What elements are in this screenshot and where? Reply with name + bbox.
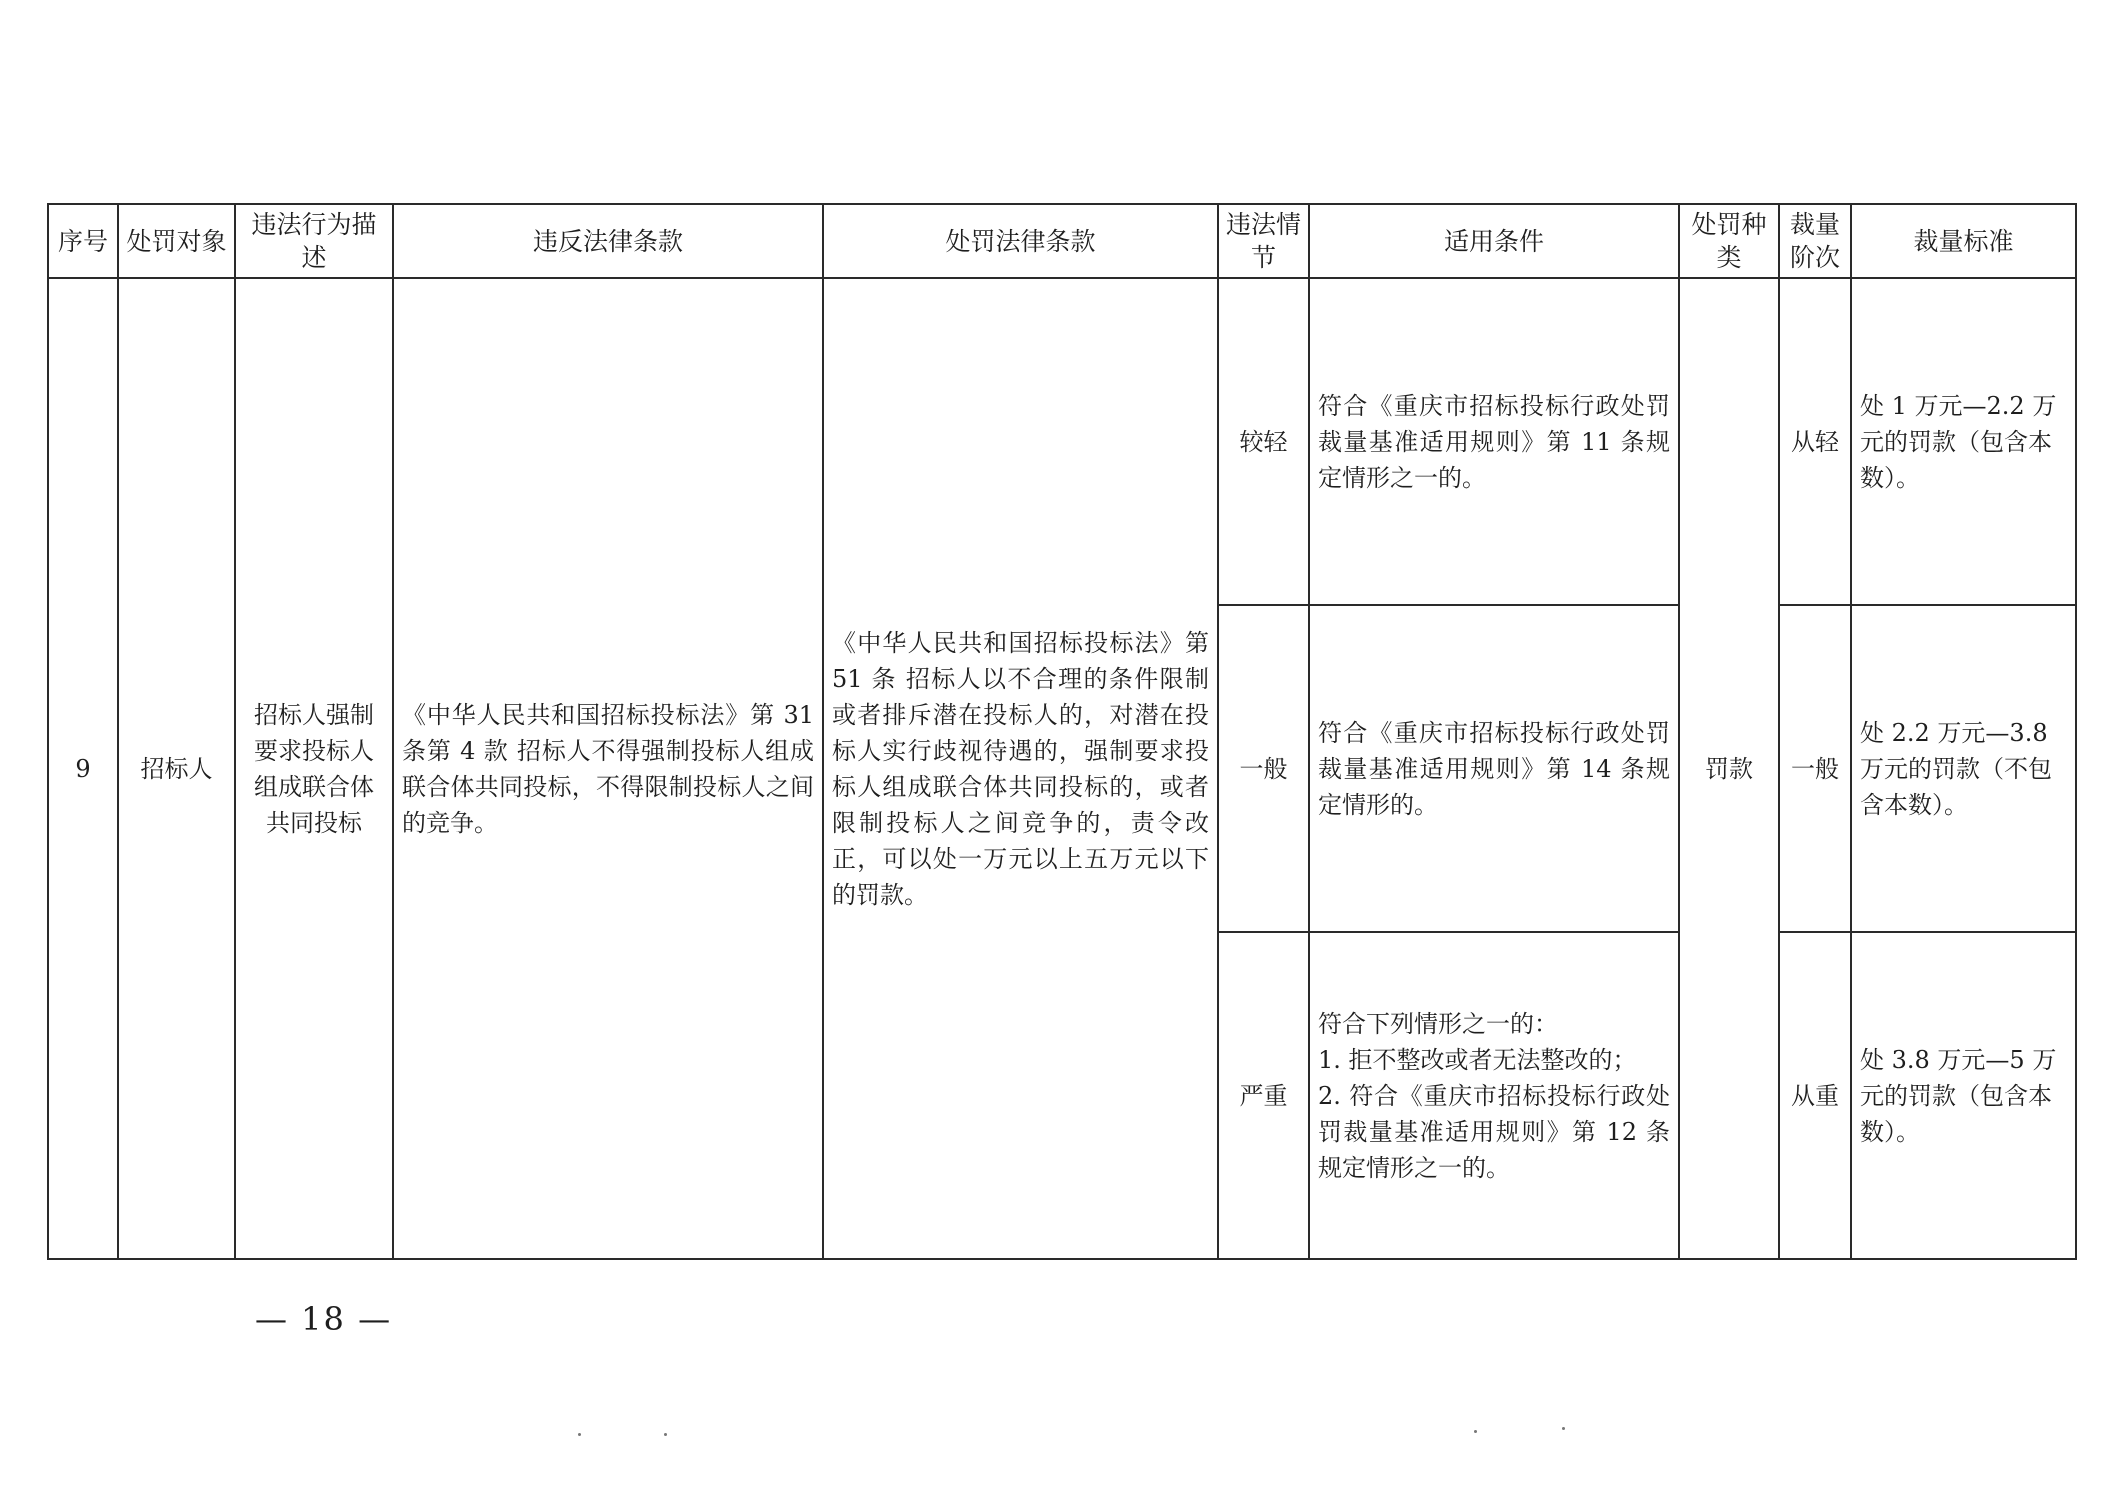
header-standard: 裁量标准: [1851, 204, 2076, 278]
condition-severe-item-1: 1. 拒不整改或者无法整改的；: [1318, 1045, 1637, 1074]
cell-condition-normal: 符合《重庆市招标投标行政处罚裁量基准适用规则》第 14 条规定情形的。: [1309, 605, 1679, 932]
cell-circumstance-light: 较轻: [1218, 278, 1309, 605]
header-row: [48, 204, 2076, 278]
cell-level-normal: 一般: [1779, 605, 1851, 932]
cell-standard-light: 处 1 万元—2.2 万元的罚款（包含本数）。: [1851, 278, 2076, 605]
header-violated: 违反法律条款: [393, 204, 823, 278]
cell-condition-light: 符合《重庆市招标投标行政处罚裁量基准适用规则》第 11 条规定情形之一的。: [1309, 278, 1679, 605]
scan-speck: [664, 1433, 667, 1436]
cell-condition-severe: [1309, 932, 1679, 1259]
cell-violated-clause: 《中华人民共和国招标投标法》第 31 条第 4 款 招标人不得强制投标人组成联合体共同投标，不得限制投标人之间的竞争。: [393, 278, 823, 1259]
cell-standard-normal: 处 2.2 万元—3.8 万元的罚款（不包含本数）。: [1851, 605, 2076, 932]
condition-severe-item-2: 2. 符合《重庆市招标投标行政处罚裁量基准适用规则》第 12 条规定情形之一的。: [1318, 1081, 1670, 1182]
scan-speck: [1474, 1430, 1477, 1433]
condition-severe-intro: 符合下列情形之一的：: [1318, 1009, 1558, 1038]
header-behavior: 违法行为描述: [235, 204, 393, 278]
penalty-table: [47, 203, 2077, 1260]
header-target: 处罚对象: [118, 204, 235, 278]
header-penalty-clause: 处罚法律条款: [823, 204, 1218, 278]
header-seq: 序号: [48, 204, 118, 278]
cell-circumstance-severe: 严重: [1218, 932, 1309, 1259]
header-circumstance: 违法情节: [1218, 204, 1309, 278]
cell-behavior: 招标人强制要求投标人组成联合体共同投标: [235, 278, 393, 1259]
cell-penalty-clause: 《中华人民共和国招标投标法》第 51 条 招标人以不合理的条件限制或者排斥潜在投标人的，对潜在投标人实行歧视待遇的，强制要求投标人组成联合体共同投标的，或者限制投标人之间竞争的，责令改正，可以处一万元以上五万元以下的罚款。: [823, 278, 1218, 1259]
cell-penalty-type: 罚款: [1679, 278, 1779, 1259]
header-level: 裁量阶次: [1779, 204, 1851, 278]
cell-circumstance-normal: 一般: [1218, 605, 1309, 932]
header-type: 处罚种类: [1679, 204, 1779, 278]
table-row: [48, 278, 2076, 605]
cell-seq: 9: [48, 278, 118, 1259]
scan-speck: [578, 1433, 581, 1436]
cell-level-light: 从轻: [1779, 278, 1851, 605]
cell-target: 招标人: [118, 278, 235, 1259]
header-condition: 适用条件: [1309, 204, 1679, 278]
page-number: — 18 —: [255, 1300, 393, 1338]
cell-standard-severe: 处 3.8 万元—5 万元的罚款（包含本数）。: [1851, 932, 2076, 1259]
scan-speck: [1562, 1427, 1565, 1430]
cell-level-severe: 从重: [1779, 932, 1851, 1259]
